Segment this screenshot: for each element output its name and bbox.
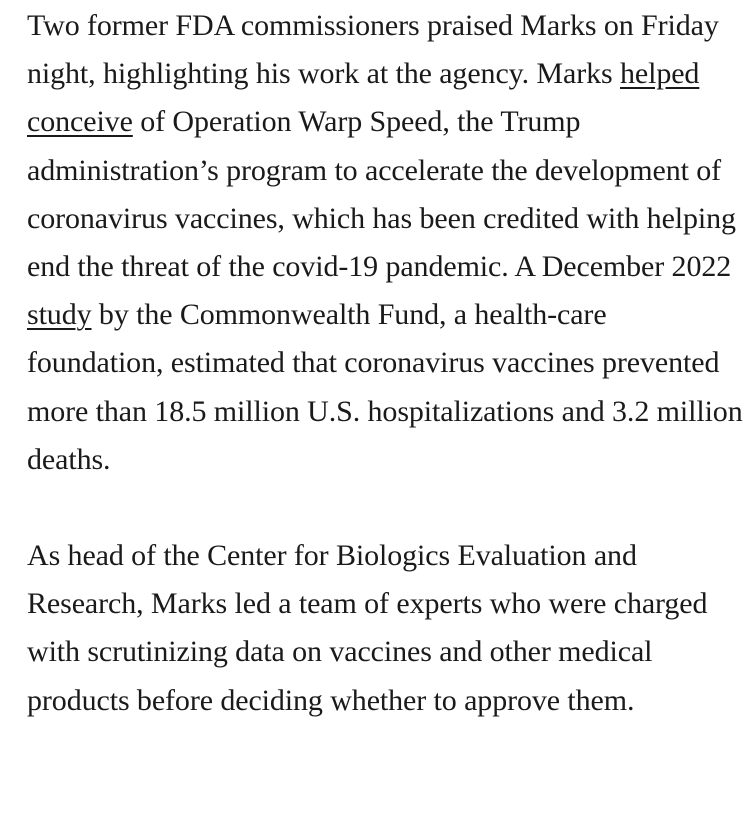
study-link[interactable]: study [27, 298, 92, 332]
article-body [27, 2, 743, 725]
paragraph-1-text-intro: Two former FDA commissioners praised Marks on Friday night, highlighting his work at the agency. Marks [27, 9, 719, 91]
paragraph-cber-role: As head of the Center for Biologics Evaluation and Research, Marks led a team of experts who were charged with scrutinizing data on vaccines and other medical products before deciding whether to approve them. [27, 539, 708, 717]
paragraph-operation-warp-speed [27, 2, 743, 484]
paragraph-1-text-middle: of Operation Warp Speed, the Trump administration’s program to accelerate the development of coronavirus vaccines, which has been credited with helping end the threat of the covid-19 pandemic. A December 2022 [27, 105, 736, 284]
helped-conceive-link[interactable]: helped conceive [27, 57, 700, 139]
paragraph-1-text-end: by the Commonwealth Fund, a health-care foundation, estimated that coronavirus vaccines prevented more than 18.5 million U.S. hospitalizations and 3.2 million deaths. [27, 298, 743, 476]
